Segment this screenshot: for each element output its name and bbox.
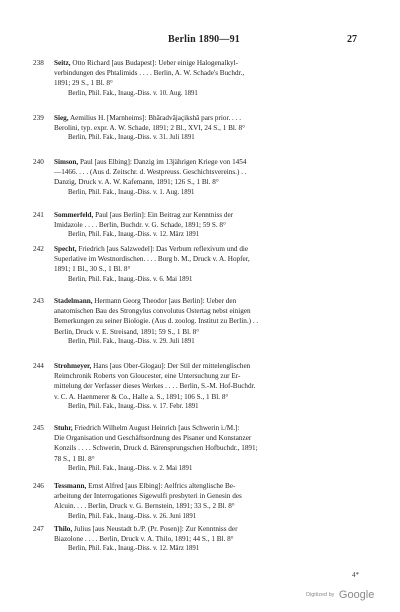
author-surname: Seitz, (54, 59, 71, 67)
entry-text: Aemilius H. [Marnheims]: Bhāradvājaçikshā pars prior. . . . (69, 114, 242, 122)
entry-number: 240 (33, 158, 44, 166)
entry-line: Konzils . . . . Schwerin, Druck d. Bärensprungschen Hofbuchdr., 1891; (54, 444, 258, 453)
entry-line (54, 524, 366, 534)
dissertation-note: Berlin, Phil. Fak., Inaug.-Diss. v. 31. Juli 1891 (68, 134, 195, 142)
entry-line (54, 244, 366, 254)
entry-line: Bemerkungen zu seiner Biologie. (Aus d. zoolog. Institut zu Berlin.) . . (54, 317, 259, 326)
dissertation-note: Berlin, Phil. Fak., Inaug.-Diss. v. 29. Juli 1891 (68, 337, 195, 345)
entry-line: verbindungen des Phtalimids . . . . Berlin, A. W. Schade's Buchdr., (54, 69, 245, 78)
entry-line (54, 113, 366, 123)
entry-number: 241 (33, 211, 44, 219)
entry-body (54, 481, 366, 522)
page-header (0, 34, 400, 48)
author-surname: Tessmann, (54, 482, 87, 490)
entry-line (54, 210, 366, 220)
entry-line: Danzig, Druck v. A. W. Kafemann, 1891; 126 S., 1 Bl. 8° (54, 178, 219, 187)
dissertation-note: Berlin, Phil. Fak., Inaug.-Diss. v. 2. Mai 1891 (68, 464, 193, 472)
entry-body (54, 524, 366, 555)
entry-line: Reimchronik Roberts von Gloucester, eine Untersuchung zur Er- (54, 372, 241, 381)
entry-body (54, 244, 366, 285)
entry-text: Friedrich Wilhelm August Heinrich [aus Schwerin i./M.]: (74, 424, 240, 432)
dissertation-note: Berlin, Phil. Fak., Inaug.-Diss. v. 12. März 1891 (68, 231, 200, 239)
author-surname: Simson, (54, 158, 79, 166)
entry-line: mittelung der Verfasser dieses Werkes . . . . Berlin, S.-M. Hof-Buchdr. (54, 382, 256, 391)
entry-number: 246 (33, 482, 44, 490)
entry-line: 1891; 29 S., 1 Bl. 8° (54, 79, 113, 88)
page-title: Berlin 1890—91 (168, 34, 240, 45)
entry-line: v. C. A. Haenmerer & Co., Halle a. S., 1891; 106 S., 1 Bl. 8° (54, 392, 229, 401)
dissertation-note: Berlin, Phil. Fak., Inaug.-Diss. v. 17. Febr. 1891 (68, 402, 199, 410)
entry-body (54, 296, 366, 347)
entry-line (54, 157, 366, 167)
entry-body (54, 157, 366, 198)
entry-line: Berlin, Druck v. E. Streisand, 1891; 59 S., 1 Bl. 8° (54, 327, 200, 336)
entry-body (54, 58, 366, 99)
entry-number: 247 (33, 525, 44, 533)
entry-number: 244 (33, 362, 44, 370)
entry-text: Paul [aus Elbing]: Danzig im 13jährigen Kriege von 1454 (79, 158, 247, 166)
entry-line: arbeitung der Interrogationes Sigewulfi presbyteri in Genesin des (54, 492, 242, 501)
author-surname: Sieg, (54, 114, 69, 122)
entry-text: Julius [aus Neustadt b./P. (Pr. Posen)]: Zur Kenntniss der (73, 525, 238, 533)
author-surname: Specht, (54, 245, 77, 253)
entry-text: Ernst Alfred [aus Elbing]: Aelfrics altenglische Be- (88, 482, 236, 490)
dissertation-note: Berlin, Phil. Fak., Inaug.-Diss. v. 26. Juni 1891 (68, 512, 197, 520)
entry-line: Imidazole . . . . Berlin, Buchdr. v. G. Schade, 1891; 59 S. 8° (54, 221, 226, 230)
entry-line (54, 296, 366, 306)
signature-mark: 4* (352, 571, 359, 579)
author-surname: Stuhr, (54, 424, 73, 432)
entry-number: 242 (33, 245, 44, 253)
author-surname: Thilo, (54, 525, 73, 533)
digitized-by-google-watermark (306, 586, 374, 604)
dissertation-note: Berlin, Phil. Fak., Inaug.-Diss. v. 1. Aug. 1891 (68, 188, 195, 196)
entry-body (54, 361, 366, 412)
entry-body (54, 423, 366, 474)
entry-body (54, 210, 366, 241)
entry-line: Die Organisation und Geschäftsordnung des Pisaner und Konstanzer (54, 434, 252, 443)
entry-line: —1466. . . . (Aus d. Zeitschr. d. Westpreuss. Geschichtsvereins.) . . (54, 168, 247, 177)
entry-number: 238 (33, 59, 44, 67)
digitized-by-label: Digitized by (306, 591, 335, 598)
entry-text: Otto Richard [aus Budapest]: Ueber einige Halogenalkyl- (72, 59, 239, 67)
entry-line (54, 58, 366, 68)
author-surname: Strohmeyer, (54, 362, 92, 370)
entry-line: anatomischen Bau des Strongylus convolutus Ostertag nebst einigen (54, 307, 251, 316)
entry-text: Paul [aus Berlin]: Ein Beitrag zur Kenntniss der (95, 211, 234, 219)
entry-text: Friedrich [aus Salzwedel]: Das Verbum reflexivum und die (78, 245, 249, 253)
entry-number: 239 (33, 114, 44, 122)
entry-number: 243 (33, 297, 44, 305)
entry-line: Alcuin. . . . Berlin, Druck v. G. Bernstein, 1891; 33 S., 2 Bl. 8° (54, 502, 235, 511)
entry-line (54, 361, 366, 371)
entry-line: Superlative im Westnordischen. . . . Burg b. M., Druck v. A. Hopfer, (54, 255, 250, 264)
entry-text: Hans [aus Ober-Glogau]: Der Stil der mittelenglischen (93, 362, 251, 370)
entry-number: 245 (33, 424, 44, 432)
dissertation-note: Berlin, Phil. Fak., Inaug.-Diss. v. 10. Aug. 1891 (68, 89, 198, 97)
author-surname: Sommerfeld, (54, 211, 94, 219)
dissertation-note: Berlin, Phil. Fak., Inaug.-Diss. v. 6. Mai 1891 (68, 275, 193, 283)
entry-line: Biazolone . . . . Berlin, Druck v. A. Thilo, 1891; 44 S., 1 Bl. 8° (54, 535, 234, 544)
entry-line (54, 481, 366, 491)
entry-line: 78 S., 1 Bl. 8° (54, 454, 95, 463)
entry-line (54, 423, 366, 433)
entry-text: Hermann Georg Theodor [aus Berlin]: Ueber den (94, 297, 237, 305)
dissertation-note: Berlin, Phil. Fak., Inaug.-Diss. v. 12. März 1891 (68, 545, 200, 553)
entry-body (54, 113, 366, 144)
author-surname: Stadelmann, (54, 297, 93, 305)
entry-line: 1891; 1 Bl., 30 S., 1 Bl. 8° (54, 265, 131, 274)
entry-line: Berolini, typ. expr. A. W. Schade, 1891; 2 Bl., XVI, 24 S., 1 Bl. 8° (54, 124, 245, 133)
page-number: 27 (347, 34, 357, 45)
google-logo: Google (338, 588, 375, 601)
